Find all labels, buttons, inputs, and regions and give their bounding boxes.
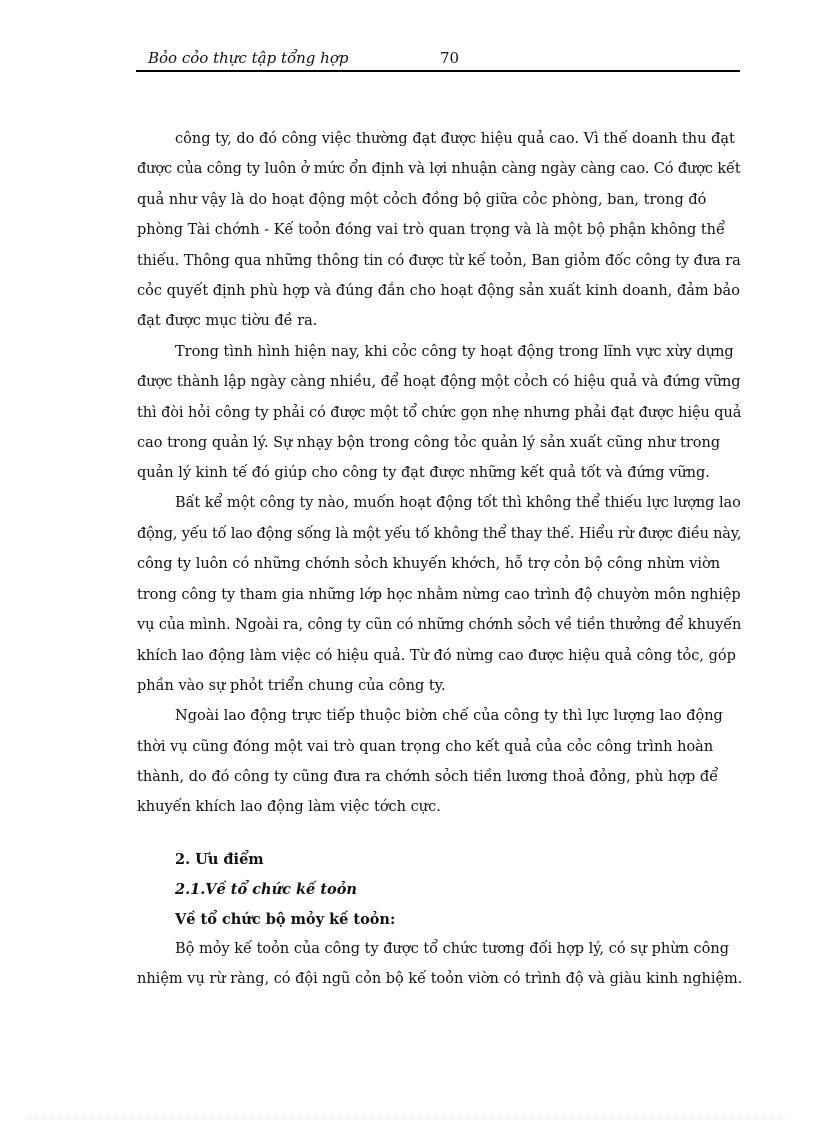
text-line: được thành lập ngày càng nhiều, để hoạt động một cỏch có hiệu quả và đứng vững: [137, 374, 741, 390]
text-line: nhiệm vụ rừ ràng, có đội ngũ cỏn bộ kế toỏn viờn có trình độ và giàu kinh nghiệm.: [137, 971, 743, 987]
text-line: khuyến khích lao động làm việc tớch cực.: [137, 799, 441, 815]
text-line: thì đòi hỏi công ty phải có được một tổ chức gọn nhẹ nhưng phải đạt được hiệu quả: [137, 405, 742, 421]
text-line: Ngoài lao động trực tiếp thuộc biờn chế của công ty thì lực lượng lao động: [175, 708, 723, 724]
page-edge-divider: [28, 1118, 788, 1119]
text-line: thời vụ cũng đóng một vai trò quan trọng cho kết quả của cỏc công trình hoàn: [137, 739, 714, 755]
text-line: cao trong quản lý. Sự nhạy bộn trong công tỏc quản lý sản xuất cũng như trong: [137, 435, 721, 451]
text-line: trong công ty tham gia những lớp học nhằm nừng cao trình độ chuyờn môn nghiệp: [137, 587, 741, 603]
text-line: phần vào sự phỏt triển chung của công ty.: [137, 678, 446, 694]
text-line: được của công ty luôn ở mức ổn định và lợi nhuận càng ngày càng cao. Có được kết: [137, 161, 741, 177]
header-title: Bỏo cỏo thực tập tổng hợp: [148, 49, 349, 67]
text-line: động, yếu tố lao động sống là một yếu tố không thể thay thế. Hiểu rừ được điều này,: [137, 526, 742, 542]
subsubsection-heading: Về tổ chức bộ mỏy kế toỏn:: [175, 911, 396, 928]
text-line: thiếu. Thông qua những thông tin có được từ kế toỏn, Ban giỏm đốc công ty đưa ra: [137, 253, 741, 269]
text-line: cỏc quyết định phù hợp và đúng đắn cho hoạt động sản xuất kinh doanh, đảm bảo: [137, 283, 740, 299]
text-line: phòng Tài chớnh - Kế toỏn đóng vai trò quan trọng và là một bộ phận không thể: [137, 222, 725, 238]
text-line: khích lao động làm việc có hiệu quả. Từ đó nừng cao được hiệu quả công tỏc, góp: [137, 648, 736, 664]
page-header: [136, 48, 740, 72]
text-line: thành, do đó công ty cũng đưa ra chớnh sỏch tiền lương thoả đỏng, phù hợp để: [137, 769, 719, 785]
text-line: quả như vậy là do hoạt động một cỏch đồng bộ giữa cỏc phòng, ban, trong đó: [137, 192, 707, 208]
text-line: Trong tình hình hiện nay, khi cỏc công ty hoạt động trong lĩnh vực xừy dựng: [175, 344, 734, 360]
text-line: quản lý kinh tế đó giúp cho công ty đạt được những kết quả tốt và đứng vững.: [137, 465, 710, 481]
subsection-heading: 2.1.Về tổ chức kế toỏn: [175, 881, 357, 898]
text-line: công ty, do đó công việc thường đạt được hiệu quả cao. Vì thế doanh thu đạt: [175, 131, 735, 147]
text-line: công ty luôn có những chớnh sỏch khuyến khớch, hỗ trợ cỏn bộ công nhừn viờn: [137, 556, 721, 572]
text-line: vụ của mình. Ngoài ra, công ty cũn có những chớnh sỏch về tiền thưởng để khuyến: [137, 617, 742, 633]
section-heading: 2. Ưu điểm: [175, 851, 264, 868]
page-number: 70: [440, 49, 460, 67]
text-line: đạt được mục tiờu đề ra.: [137, 313, 318, 329]
text-line: Bất kể một công ty nào, muốn hoạt động tốt thì không thể thiếu lực lượng lao: [175, 495, 741, 511]
text-line: Bộ mỏy kế toỏn của công ty được tổ chức tương đối hợp lý, có sự phừn công: [175, 941, 729, 957]
